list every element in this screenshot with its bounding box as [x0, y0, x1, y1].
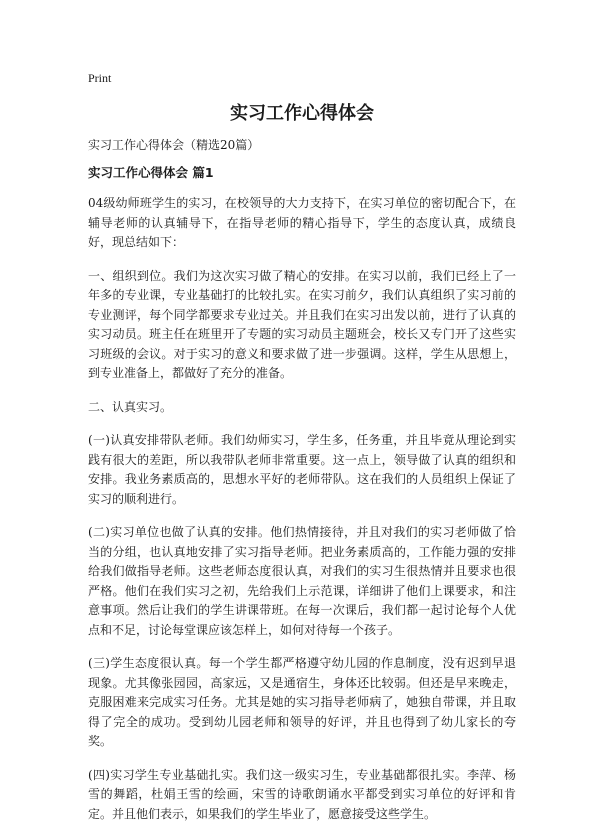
paragraph-supervisors: (一)认真安排带队老师。我们幼师实习，学生多，任务重，并且毕竟从理论到实践有很大的差距，所以我带队老师非常重要。这一点上，领导做了认真的组织和安排。我业务素质高的，思想水平好的老师带队。这在我们的人员组织上保证了实习的顺利进行。: [88, 433, 516, 506]
paragraph-internship-heading: 二、认真实习。: [88, 399, 173, 414]
document-page: [88, 70, 516, 838]
paragraph-student-skills: (四)实习学生专业基础扎实。我们这一级实习生，专业基础都很扎实。李萍、杨雪的舞蹈，杜娟王雪的绘画，宋雪的诗歌朗诵水平都受到实习单位的好评和肯定。并且他们表示，如果我们的学生毕业了，愿意接受这些学生。: [88, 767, 516, 821]
page-title: 实习工作心得体会: [230, 103, 374, 124]
paragraph-student-attitude: (三)学生态度很认真。每一个学生都严格遵守幼儿园的作息制度，没有迟到早退现象。尤其像张园园，高家远，又是通宿生，身体还比较弱。但还是早来晚走，克服困难来完成实习任务。尤其是她的实习指导老师病了，她独自带课，并且取得了完全的成功。受到幼儿园老师和领导的好评，并且也得到了幼儿家长的夸奖。: [88, 656, 516, 748]
print-link[interactable]: Print: [88, 71, 112, 85]
paragraph-intro: 04级幼师班学生的实习，在校领导的大力支持下，在实习单位的密切配合下，在辅导老师的认真辅导下，在指导老师的精心指导下，学生的态度认真，成绩良好，现总结如下：: [88, 196, 516, 249]
section-heading: 实习工作心得体会 篇1: [88, 165, 214, 180]
paragraph-organization: 一、组织到位。我们为这次实习做了精心的安排。在实习以前，我们已经上了一年多的专业课，专业基础打的比较扎实。在实习前夕，我们认真组织了实习前的专业测评，每个同学都要求专业过关。并且我们在实习出发以前，进行了认真的实习动员。班主任在班里开了专题的实习动员主题班会，校长又专门开了这些实习班级的会议。对于实习的意义和要求做了进一步强调。这样，学生从思想上，到专业准备上，都做好了充分的准备。: [88, 268, 516, 380]
document-subtitle: 实习工作心得体会（精选20篇）: [88, 138, 260, 152]
paragraph-host-unit: (二)实习单位也做了认真的安排。他们热情接待，并且对我们的实习老师做了恰当的分组，也认真地安排了实习指导老师。把业务素质高的，工作能力强的安排给我们做指导老师。这些老师态度很认真，对我们的实习生很热情并且要求也很严格。他们在我们实习之初，先给我们上示范课，详细讲了他们上课要求，和注意事项。然后让我们的学生讲课带班。在每一次课后，我们都一起讨论每个人优点和不足，讨论每堂课应该怎样上，如何对待每一个孩子。: [88, 525, 516, 637]
